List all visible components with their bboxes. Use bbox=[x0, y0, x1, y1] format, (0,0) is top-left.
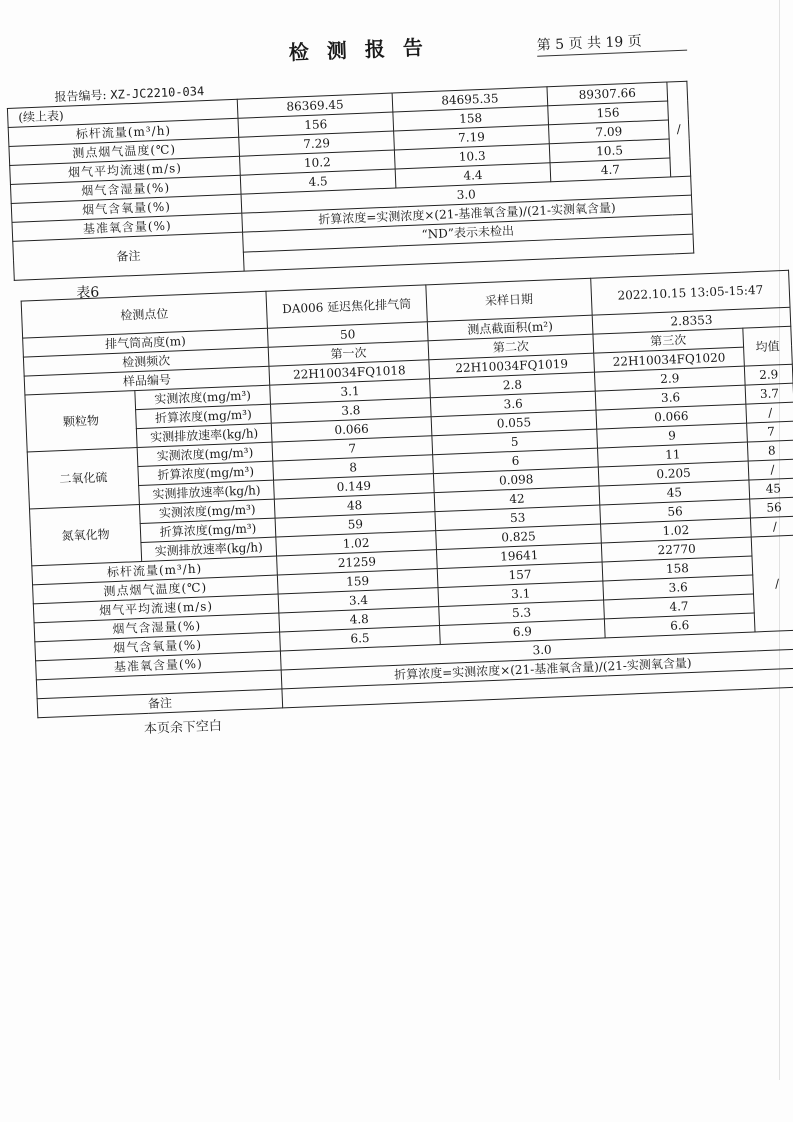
sample-no-label: 样品编号 bbox=[24, 366, 270, 395]
row-label: 实测浓度(mg/m³) bbox=[137, 442, 273, 466]
value-cell: 10.5 bbox=[549, 139, 670, 163]
value-cell: 7.19 bbox=[394, 125, 550, 150]
row-label: 烟气含氧量(%) bbox=[11, 194, 242, 222]
value-cell: 0.098 bbox=[433, 467, 599, 493]
value-cell: 0.066 bbox=[596, 404, 747, 429]
freq-value: 第二次 bbox=[428, 334, 594, 360]
row-label: 基准氧含量(%) bbox=[12, 213, 243, 241]
report-title: 检测报告 bbox=[288, 34, 442, 65]
value-cell: 1.02 bbox=[276, 531, 437, 556]
value-cell: 42 bbox=[434, 486, 600, 512]
value-cell: 59 bbox=[275, 512, 436, 537]
group-name: 二氧化硫 bbox=[27, 448, 139, 509]
value-cell: 0.066 bbox=[271, 417, 432, 442]
value-cell: 2.9 bbox=[594, 366, 745, 391]
value-cell: 7 bbox=[272, 436, 433, 461]
value-cell: 4.8 bbox=[279, 607, 440, 632]
value-cell: 157 bbox=[437, 562, 603, 588]
value-cell: 86369.45 bbox=[237, 93, 393, 118]
value-cell: 3.1 bbox=[438, 581, 604, 607]
value-cell: 3.6 bbox=[603, 575, 754, 600]
row-label: 测点烟气温度(℃) bbox=[9, 137, 240, 165]
value-cell: 0.055 bbox=[431, 410, 597, 436]
remark-value: “ND”表示未检出 bbox=[243, 214, 693, 252]
value-cell: 48 bbox=[274, 493, 435, 518]
value-cell: 5.3 bbox=[439, 600, 605, 626]
row-label: 实测浓度(mg/m³) bbox=[135, 385, 271, 409]
value-cell: 3.0 bbox=[280, 630, 793, 670]
value-cell: 11 bbox=[598, 442, 749, 467]
value-cell: 9 bbox=[597, 423, 748, 448]
row-label: 烟气平均流速(m/s) bbox=[33, 594, 279, 623]
value-cell: 158 bbox=[393, 106, 549, 131]
area-value: 2.8353 bbox=[592, 307, 791, 334]
value-cell: 6 bbox=[433, 448, 599, 474]
page-info: 第 5 页 共 19 页 bbox=[536, 29, 687, 57]
sample-date-value: 2022.10.15 13:05-15:47 bbox=[591, 270, 790, 315]
row-label: 标杆流量(m³/h) bbox=[8, 118, 239, 146]
value-cell: 4.7 bbox=[550, 158, 671, 182]
avg-cell: 45 bbox=[749, 478, 793, 499]
value-cell: 3.6 bbox=[430, 391, 596, 417]
value-cell: 89307.66 bbox=[547, 82, 668, 106]
row-label: 烟气平均流速(m/s) bbox=[10, 156, 241, 184]
point-value: DA006 延迟焦化排气筒 bbox=[266, 285, 427, 328]
row-label: 测点烟气温度(℃) bbox=[33, 575, 279, 604]
value-cell: 3.4 bbox=[278, 588, 439, 613]
value-cell: 10.3 bbox=[394, 144, 550, 169]
value-cell: 2.8 bbox=[430, 372, 596, 398]
group-name: 颗粒物 bbox=[25, 391, 137, 452]
value-cell: 3.1 bbox=[270, 379, 431, 404]
report-number-value: XZ-JC2210-034 bbox=[110, 84, 205, 102]
point-label: 检测点位 bbox=[21, 291, 267, 338]
continued-caption: (续上表) bbox=[7, 99, 238, 127]
value-cell: 84695.35 bbox=[392, 87, 548, 112]
value-cell: 3.0 bbox=[241, 176, 691, 213]
height-label: 排气筒高度(m) bbox=[23, 328, 269, 357]
row-label: 实测浓度(mg/m³) bbox=[139, 499, 275, 523]
slash-cell: / bbox=[667, 81, 691, 177]
area-label: 测点截面积(m²) bbox=[427, 315, 593, 341]
sample-no: 22H10034FQ1019 bbox=[429, 353, 595, 379]
value-cell: 7.09 bbox=[549, 120, 670, 144]
value-cell: 156 bbox=[548, 101, 669, 125]
value-cell: 0.205 bbox=[598, 461, 749, 486]
avg-cell: 3.7 bbox=[745, 383, 793, 404]
sample-no: 22H10034FQ1020 bbox=[594, 347, 745, 372]
value-cell: 4.4 bbox=[395, 163, 551, 188]
value-cell: 0.825 bbox=[436, 524, 602, 550]
value-cell: 5 bbox=[432, 429, 598, 455]
value-cell: 53 bbox=[435, 505, 601, 531]
value-cell: 56 bbox=[600, 499, 751, 524]
continued-table bbox=[7, 81, 694, 281]
footer-note: 本页余下空白 bbox=[143, 718, 223, 738]
row-label: 折算浓度(mg/m³) bbox=[136, 404, 272, 428]
formula-cell: 折算浓度=实测浓度×(21-基准氧含量)/(21-实测氧含量) bbox=[242, 195, 692, 232]
avg-cell: 8 bbox=[747, 440, 793, 461]
row-label: 折算浓度(mg/m³) bbox=[138, 461, 274, 485]
value-cell: 4.5 bbox=[240, 169, 396, 194]
value-cell: 19641 bbox=[436, 543, 602, 569]
row-label: 标杆流量(m³/h) bbox=[32, 556, 278, 585]
table6 bbox=[21, 270, 793, 719]
value-cell: 4.7 bbox=[604, 594, 755, 619]
row-label: 实测排放速率(kg/h) bbox=[141, 537, 277, 561]
freq-value: 第一次 bbox=[268, 341, 429, 366]
sample-date-label: 采样日期 bbox=[426, 278, 592, 322]
value-cell: 158 bbox=[602, 556, 753, 581]
remark-label: 备注 bbox=[13, 232, 244, 280]
value-cell: 3.8 bbox=[271, 398, 432, 423]
value-cell: 6.6 bbox=[604, 613, 755, 638]
height-value: 50 bbox=[267, 322, 428, 347]
value-cell: 22770 bbox=[601, 537, 752, 562]
group-name: 氮氧化物 bbox=[29, 505, 141, 566]
value-cell: 21259 bbox=[277, 550, 438, 575]
value-cell: 10.2 bbox=[240, 150, 396, 175]
value-cell: 156 bbox=[238, 112, 394, 137]
slash-cell: / bbox=[751, 535, 793, 632]
value-cell: 0.149 bbox=[274, 474, 435, 499]
row-label: 烟气含湿量(%) bbox=[34, 613, 280, 642]
avg-label: 均值 bbox=[743, 326, 792, 366]
row-label: 折算浓度(mg/m³) bbox=[140, 518, 276, 542]
freq-value: 第三次 bbox=[593, 328, 744, 353]
report-number-label: 报告编号: bbox=[54, 88, 107, 105]
row-label: 实测排放速率(kg/h) bbox=[139, 480, 275, 504]
avg-cell: / bbox=[750, 516, 793, 537]
value-cell: 8 bbox=[273, 455, 434, 480]
value-cell: 6.9 bbox=[440, 619, 606, 645]
value-cell: 1.02 bbox=[601, 518, 752, 543]
row-label: 基准氧含量(%) bbox=[36, 651, 282, 680]
row-label: 烟气含湿量(%) bbox=[10, 175, 241, 203]
value-cell: 159 bbox=[277, 569, 438, 594]
table6-caption: 表6 bbox=[76, 284, 100, 302]
avg-cell: 7 bbox=[747, 421, 793, 442]
freq-label: 检测频次 bbox=[23, 347, 269, 376]
avg-cell: 2.9 bbox=[744, 364, 793, 385]
sample-no: 22H10034FQ1018 bbox=[269, 360, 430, 385]
avg-cell: / bbox=[748, 459, 793, 480]
value-cell: 7.29 bbox=[239, 131, 395, 156]
avg-cell: 56 bbox=[750, 497, 793, 518]
avg-cell: / bbox=[746, 402, 793, 423]
value-cell: 6.5 bbox=[280, 626, 441, 651]
value-cell: 3.6 bbox=[595, 385, 746, 410]
formula-cell: 折算浓度=实测浓度×(21-基准氧含量)/(21-实测氧含量) bbox=[281, 649, 793, 689]
row-label: 实测排放速率(kg/h) bbox=[136, 423, 272, 447]
row-label: 烟气含氧量(%) bbox=[35, 632, 281, 661]
remark-label: 备注 bbox=[37, 689, 283, 718]
report-document bbox=[6, 5, 793, 742]
value-cell: 45 bbox=[599, 480, 750, 505]
